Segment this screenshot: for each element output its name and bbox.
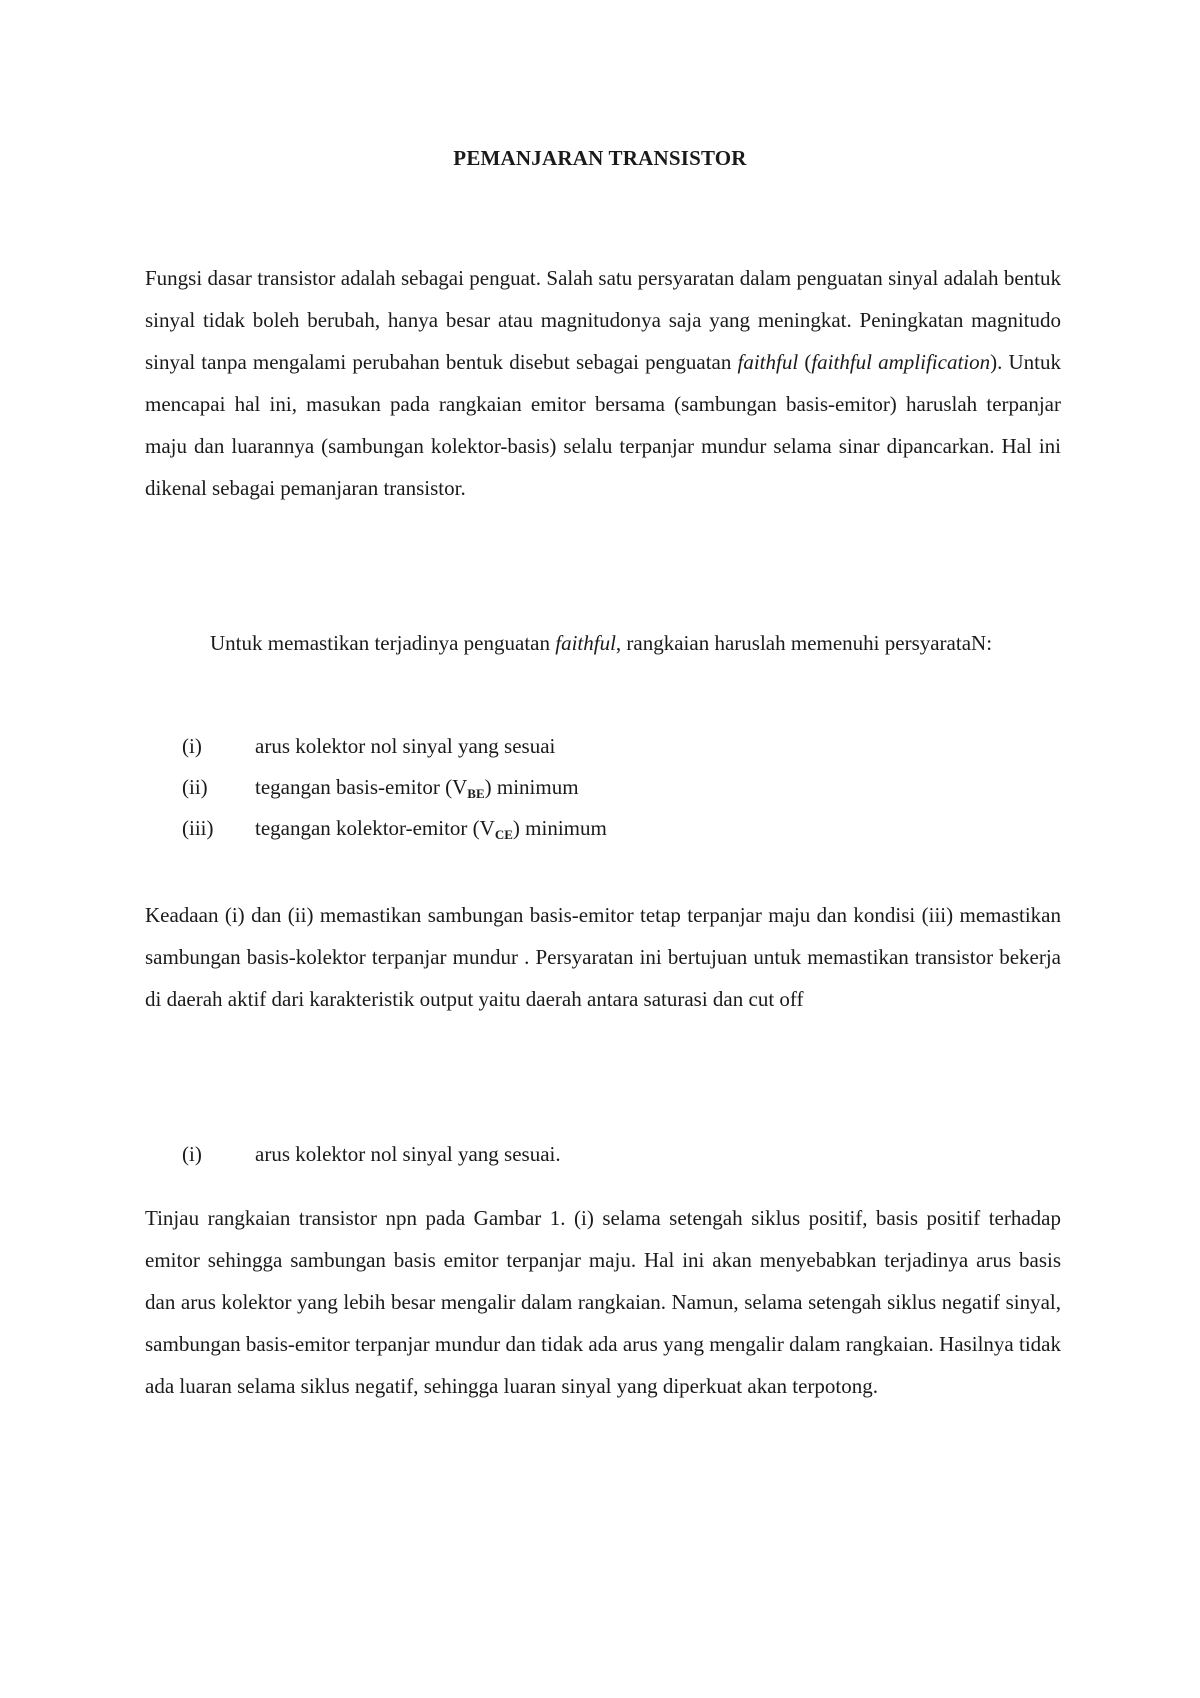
requirements-list <box>182 726 607 849</box>
list-item-text <box>255 808 607 849</box>
paragraph-intro-text-c: ). Untuk mencapai hal ini, masukan pada rangkaian emitor bersama (sambungan basis-emitor) haruslah terpanjar maju dan luarannya (sambungan kolektor-basis) selalu terpanjar mundur selama sinar dipancarkan. Hal ini dikenal sebagai pemanjaran transistor. <box>145 350 1061 500</box>
list-item-text <box>255 767 579 808</box>
subscript-be: BE <box>467 786 485 801</box>
list-item-text-pre: tegangan kolektor-emitor (V <box>255 816 495 840</box>
list-item <box>182 767 607 808</box>
page-title: PEMANJARAN TRANSISTOR <box>453 146 747 170</box>
list-item <box>182 808 607 849</box>
paragraph-requirements-text-a: Untuk memastikan terjadinya penguatan <box>210 631 556 655</box>
paragraph-intro-text-b: ( <box>798 350 812 374</box>
list-item-text-post: ) minimum <box>512 816 607 840</box>
list-item-text <box>255 726 555 767</box>
list-item-text-pre: tegangan basis-emitor (V <box>255 775 468 799</box>
paragraph-intro-text-a: Fungsi dasar transistor adalah sebagai penguat. Salah satu persyaratan dalam penguatan sinyal adalah bentuk sinyal tidak boleh berubah, hanya besar atau magnitudonya saja yang meningkat. Peningkatan magnitudo sinyal tanpa mengalami perubahan bentuk disebut sebagai penguatan <box>145 266 1061 374</box>
list-item-number: (i) <box>182 1142 202 1166</box>
paragraph-intro-italic-faithful: faithful <box>737 350 799 374</box>
list-item-text: arus kolektor nol sinyal yang sesuai. <box>255 1142 561 1166</box>
paragraph-conditions: Keadaan (i) dan (ii) memastikan sambungan basis-emitor tetap terpanjar maju dan kondisi (iii) memastikan sambungan basis-kolektor terpanjar mundur . Persyaratan ini bertujuan untuk memastikan transistor bekerja di daerah aktif dari karakteristik output yaitu daerah antara saturasi dan cut off <box>145 903 1061 1011</box>
paragraph-intro-italic-amplification: faithful amplification <box>811 350 991 374</box>
list-item-text-post: ) minimum <box>484 775 579 799</box>
list-item-number: (ii) <box>182 775 208 799</box>
section-heading-list <box>182 1134 561 1175</box>
paragraph-intro <box>145 257 1061 509</box>
list-item <box>182 1134 561 1175</box>
list-item-number: (iii) <box>182 816 214 840</box>
subscript-ce: CE <box>494 827 513 842</box>
list-item <box>182 726 607 767</box>
list-item-number: (i) <box>182 734 202 758</box>
paragraph-requirements-italic: faithful <box>555 631 616 655</box>
paragraph-requirements <box>145 622 1061 664</box>
paragraph-requirements-text-b: , rangkaian haruslah memenuhi persyarataN: <box>615 631 993 655</box>
paragraph-npn-circuit: Tinjau rangkaian transistor npn pada Gambar 1. (i) selama setengah siklus positif, basis positif terhadap emitor sehingga sambungan basis emitor terpanjar maju. Hal ini akan menyebabkan terjadinya arus basis dan arus kolektor yang lebih besar mengalir dalam rangkaian. Namun, selama setengah siklus negatif sinyal, sambungan basis-emitor terpanjar mundur dan tidak ada arus yang mengalir dalam rangkaian. Hasilnya tidak ada luaran selama siklus negatif, sehingga luaran sinyal yang diperkuat akan terpotong. <box>145 1206 1061 1398</box>
list-item-text-pre: arus kolektor nol sinyal yang sesuai <box>255 734 556 758</box>
